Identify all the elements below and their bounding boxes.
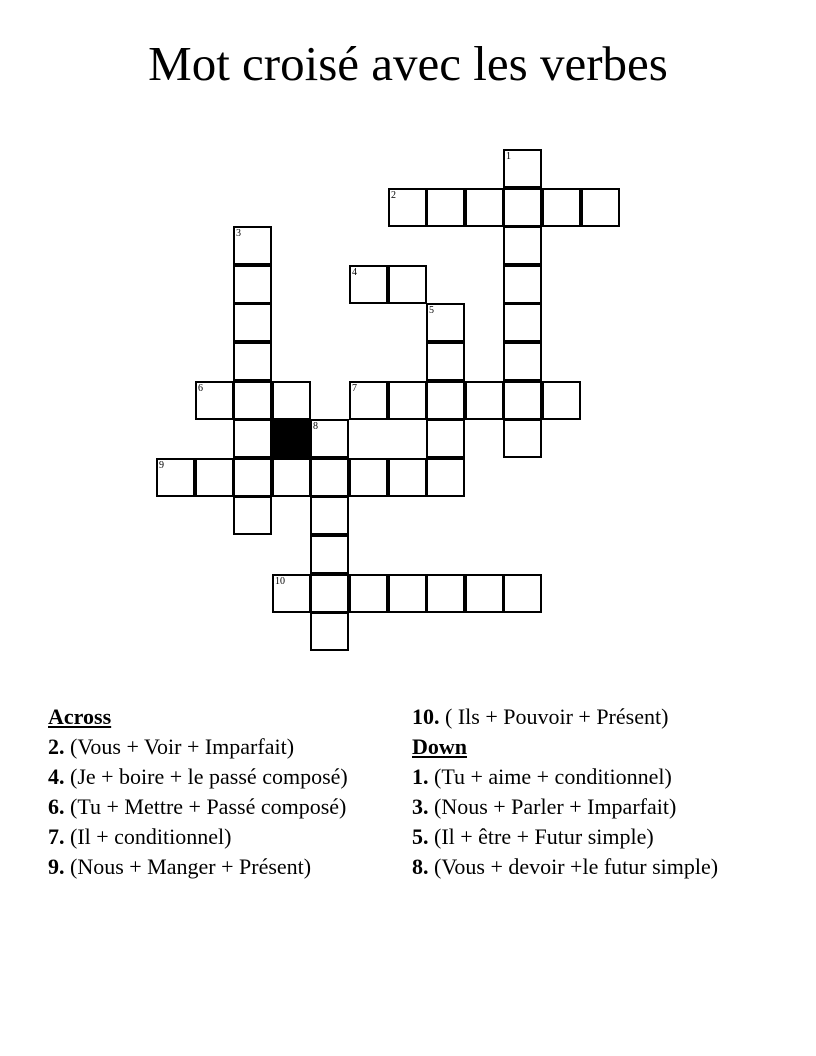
grid-cell[interactable] (233, 265, 272, 304)
grid-cell[interactable] (310, 574, 349, 613)
letter-input[interactable] (235, 383, 270, 418)
clue-number: 1. (412, 764, 429, 789)
clue-across-7 (48, 824, 388, 850)
grid-cell[interactable] (388, 458, 427, 497)
clue-number: 5. (412, 824, 429, 849)
clue-number: 2. (48, 734, 65, 759)
letter-input[interactable] (544, 190, 579, 225)
clue-text: (Tu + Mettre + Passé composé) (70, 794, 347, 819)
clue-text: (Il + être + Futur simple) (434, 824, 654, 849)
letter-input[interactable] (235, 228, 270, 263)
grid-cell[interactable] (388, 574, 427, 613)
grid-cell[interactable] (310, 496, 349, 535)
letter-input[interactable] (351, 460, 386, 495)
clue-number: 8. (412, 854, 429, 879)
clue-number-label: 8 (313, 421, 318, 432)
grid-cell[interactable] (542, 188, 581, 227)
grid-cell[interactable] (233, 342, 272, 381)
letter-input[interactable] (583, 190, 618, 225)
clue-number-label: 1 (506, 151, 511, 162)
clue-across-6 (48, 794, 388, 820)
letter-input[interactable] (505, 344, 540, 379)
letter-input[interactable] (197, 383, 232, 418)
grid-cell[interactable] (388, 188, 427, 227)
clue-number-label: 10 (275, 576, 285, 587)
clue-number-label: 4 (352, 267, 357, 278)
letter-input[interactable] (428, 383, 463, 418)
across-heading: Across (48, 704, 112, 729)
clue-text: (Tu + aime + conditionnel) (434, 764, 672, 789)
clue-text: ( Ils + Pouvoir + Présent) (445, 704, 669, 729)
grid-cell[interactable] (465, 574, 504, 613)
letter-input[interactable] (467, 190, 502, 225)
letter-input[interactable] (428, 344, 463, 379)
grid-cell[interactable] (310, 419, 349, 458)
letter-input[interactable] (505, 305, 540, 340)
letter-input[interactable] (235, 267, 270, 302)
letter-input[interactable] (235, 460, 270, 495)
clue-number-label: 5 (429, 305, 434, 316)
letter-input[interactable] (235, 344, 270, 379)
letter-input[interactable] (312, 460, 347, 495)
grid-cell[interactable] (426, 303, 465, 342)
letter-input[interactable] (467, 383, 502, 418)
grid-cell[interactable] (426, 381, 465, 420)
clue-across-4 (48, 764, 388, 790)
grid-cell[interactable] (233, 496, 272, 535)
clue-number-label: 3 (236, 228, 241, 239)
grid-cell[interactable] (426, 458, 465, 497)
grid-cell[interactable] (503, 265, 542, 304)
clue-down-3 (412, 794, 752, 820)
grid-cell[interactable] (349, 458, 388, 497)
grid-cell[interactable] (233, 381, 272, 420)
grid-cell[interactable] (503, 381, 542, 420)
grid-cell[interactable] (310, 458, 349, 497)
letter-input[interactable] (351, 383, 386, 418)
clue-down-8 (412, 854, 752, 880)
grid-cell[interactable] (233, 458, 272, 497)
grid-cell[interactable] (503, 419, 542, 458)
letter-input[interactable] (312, 498, 347, 533)
letter-input[interactable] (312, 614, 347, 649)
grid-cell[interactable] (503, 149, 542, 188)
clue-number: 10. (412, 704, 440, 729)
letter-input[interactable] (351, 267, 386, 302)
grid-cell[interactable] (272, 458, 311, 497)
letter-input[interactable] (390, 383, 425, 418)
down-heading: Down (412, 734, 468, 759)
grid-cell[interactable] (426, 419, 465, 458)
letter-input[interactable] (505, 421, 540, 456)
letter-input[interactable] (505, 267, 540, 302)
letter-input[interactable] (197, 460, 232, 495)
grid-cell[interactable] (233, 303, 272, 342)
letter-input[interactable] (428, 421, 463, 456)
clue-text: (Nous + Manger + Présent) (70, 854, 312, 879)
letter-input[interactable] (390, 460, 425, 495)
grid-cell[interactable] (503, 342, 542, 381)
clue-number: 7. (48, 824, 65, 849)
letter-input[interactable] (390, 190, 425, 225)
letter-input[interactable] (235, 498, 270, 533)
clues-right-column (412, 704, 752, 884)
grid-cell[interactable] (581, 188, 620, 227)
clue-number: 9. (48, 854, 65, 879)
letter-input[interactable] (428, 576, 463, 611)
grid-cell[interactable] (233, 419, 272, 458)
letter-input[interactable] (235, 421, 270, 456)
clue-across-2 (48, 734, 388, 760)
clue-number-label: 6 (198, 383, 203, 394)
grid-cell[interactable] (310, 535, 349, 574)
blocked-cell (272, 419, 311, 458)
grid-cell[interactable] (195, 381, 234, 420)
letter-input[interactable] (467, 576, 502, 611)
clue-number: 4. (48, 764, 65, 789)
grid-cell[interactable] (426, 188, 465, 227)
clue-number-label: 7 (352, 383, 357, 394)
grid-cell[interactable] (272, 381, 311, 420)
letter-input[interactable] (274, 383, 309, 418)
page-title: Mot croisé avec les verbes (148, 36, 668, 91)
letter-input[interactable] (428, 305, 463, 340)
letter-input[interactable] (505, 383, 540, 418)
grid-cell[interactable] (388, 381, 427, 420)
grid-cell[interactable] (195, 458, 234, 497)
grid-cell[interactable] (310, 612, 349, 651)
grid-cell[interactable] (349, 381, 388, 420)
clue-across-10 (412, 704, 752, 730)
grid-cell[interactable] (272, 574, 311, 613)
letter-input[interactable] (505, 576, 540, 611)
clue-down-5 (412, 824, 752, 850)
letter-input[interactable] (274, 576, 309, 611)
letter-input[interactable] (428, 190, 463, 225)
letter-input[interactable] (312, 537, 347, 572)
clue-number: 3. (412, 794, 429, 819)
clue-text: (Il + conditionnel) (70, 824, 232, 849)
clue-text: (Vous + devoir +le futur simple) (434, 854, 719, 879)
grid-cell[interactable] (349, 574, 388, 613)
grid-cell[interactable] (465, 188, 504, 227)
letter-input[interactable] (235, 305, 270, 340)
clue-down-1 (412, 764, 752, 790)
grid-cell[interactable] (465, 381, 504, 420)
grid-cell[interactable] (426, 574, 465, 613)
letter-input[interactable] (312, 421, 347, 456)
grid-cell[interactable] (503, 574, 542, 613)
clue-number-label: 2 (391, 190, 396, 201)
clues-left-column (48, 704, 388, 884)
grid-cell[interactable] (503, 303, 542, 342)
letter-input[interactable] (312, 576, 347, 611)
letter-input[interactable] (505, 151, 540, 186)
clue-number-label: 9 (159, 460, 164, 471)
grid-cell[interactable] (349, 265, 388, 304)
clue-text: (Je + boire + le passé composé) (70, 764, 348, 789)
grid-cell[interactable] (503, 226, 542, 265)
letter-input[interactable] (274, 460, 309, 495)
letter-input[interactable] (428, 460, 463, 495)
grid-cell[interactable] (233, 226, 272, 265)
clue-text: (Nous + Parler + Imparfait) (434, 794, 677, 819)
grid-cell[interactable] (388, 265, 427, 304)
clue-number: 6. (48, 794, 65, 819)
grid-cell[interactable] (503, 188, 542, 227)
clue-across-9 (48, 854, 388, 880)
letter-input[interactable] (505, 190, 540, 225)
letter-input[interactable] (158, 460, 193, 495)
clue-text: (Vous + Voir + Imparfait) (70, 734, 295, 759)
letter-input[interactable] (351, 576, 386, 611)
grid-cell[interactable] (426, 342, 465, 381)
letter-input[interactable] (544, 383, 579, 418)
grid-cell[interactable] (156, 458, 195, 497)
letter-input[interactable] (390, 576, 425, 611)
grid-cell[interactable] (542, 381, 581, 420)
letter-input[interactable] (505, 228, 540, 263)
letter-input[interactable] (390, 267, 425, 302)
